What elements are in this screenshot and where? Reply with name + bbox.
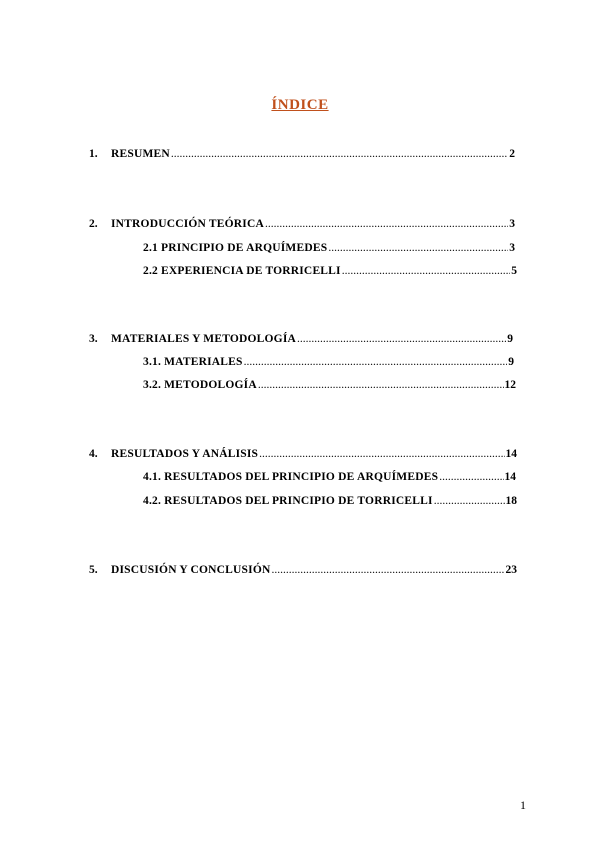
toc-entry[interactable] — [89, 564, 517, 580]
toc-entry-label: 4.2. RESULTADOS DEL PRINCIPIO DE TORRICELLI — [143, 495, 433, 507]
toc-entry-page: 14 — [504, 471, 516, 483]
toc-entry-number: 5. — [89, 564, 98, 576]
toc-entry-label: RESULTADOS Y ANÁLISIS — [111, 448, 259, 460]
toc-entry-number: 4. — [89, 448, 98, 460]
toc-entry-page: 14 — [505, 448, 517, 460]
toc-entry[interactable] — [89, 148, 515, 164]
toc-entry-label: DISCUSIÓN Y CONCLUSIÓN — [111, 564, 271, 576]
toc-dot-leader — [297, 333, 506, 345]
toc-entry-label: 2.2 EXPERIENCIA DE TORRICELLI — [143, 265, 341, 277]
toc-dot-leader — [328, 242, 508, 254]
toc-dot-leader — [439, 471, 503, 483]
toc-dot-leader — [271, 564, 504, 576]
toc-entry-page: 5 — [511, 265, 517, 277]
toc-entry-page: 9 — [508, 356, 514, 368]
toc-entry[interactable] — [89, 448, 517, 464]
toc-entry-page: 9 — [507, 333, 513, 345]
toc-dot-leader — [244, 356, 508, 368]
toc-dot-leader — [258, 379, 504, 391]
toc-entry-page: 12 — [504, 379, 516, 391]
toc-subentry[interactable] — [143, 379, 516, 395]
toc-entry-label: 4.1. RESULTADOS DEL PRINCIPIO DE ARQUÍMEDES — [143, 471, 439, 483]
toc-dot-leader — [342, 265, 511, 277]
toc-entry-page: 18 — [505, 495, 517, 507]
toc-entry-number: 3. — [89, 333, 98, 345]
toc-dot-leader — [434, 495, 505, 507]
toc-subentry[interactable] — [143, 356, 514, 372]
toc-entry-label: 3.2. METODOLOGÍA — [143, 379, 257, 391]
toc-entry-page: 23 — [505, 564, 517, 576]
toc-dot-leader — [265, 218, 508, 230]
toc-subentry[interactable] — [143, 471, 516, 487]
toc-entry-number: 1. — [89, 148, 98, 160]
page-number: 1 — [520, 798, 526, 812]
toc-entry-page: 2 — [509, 148, 515, 160]
toc-subentry[interactable] — [143, 265, 517, 281]
toc-entry-label: 3.1. MATERIALES — [143, 356, 243, 368]
toc-entry-page: 3 — [509, 218, 515, 230]
toc-entry-label: MATERIALES Y METODOLOGÍA — [111, 333, 296, 345]
toc-entry-number: 2. — [89, 218, 98, 230]
toc-entry-label: INTRODUCCIÓN TEÓRICA — [111, 218, 264, 230]
toc-entry[interactable] — [89, 218, 515, 234]
toc-dot-leader — [259, 448, 504, 460]
toc-dot-leader — [171, 148, 508, 160]
toc-entry-page: 3 — [509, 242, 515, 254]
toc-subentry[interactable] — [143, 495, 517, 511]
toc-entry[interactable] — [89, 333, 513, 349]
toc-entry-label: 2.1 PRINCIPIO DE ARQUÍMEDES — [143, 242, 328, 254]
index-title: ÍNDICE — [271, 97, 329, 113]
toc-subentry[interactable] — [143, 242, 515, 258]
toc-entry-label: RESUMEN — [111, 148, 170, 160]
